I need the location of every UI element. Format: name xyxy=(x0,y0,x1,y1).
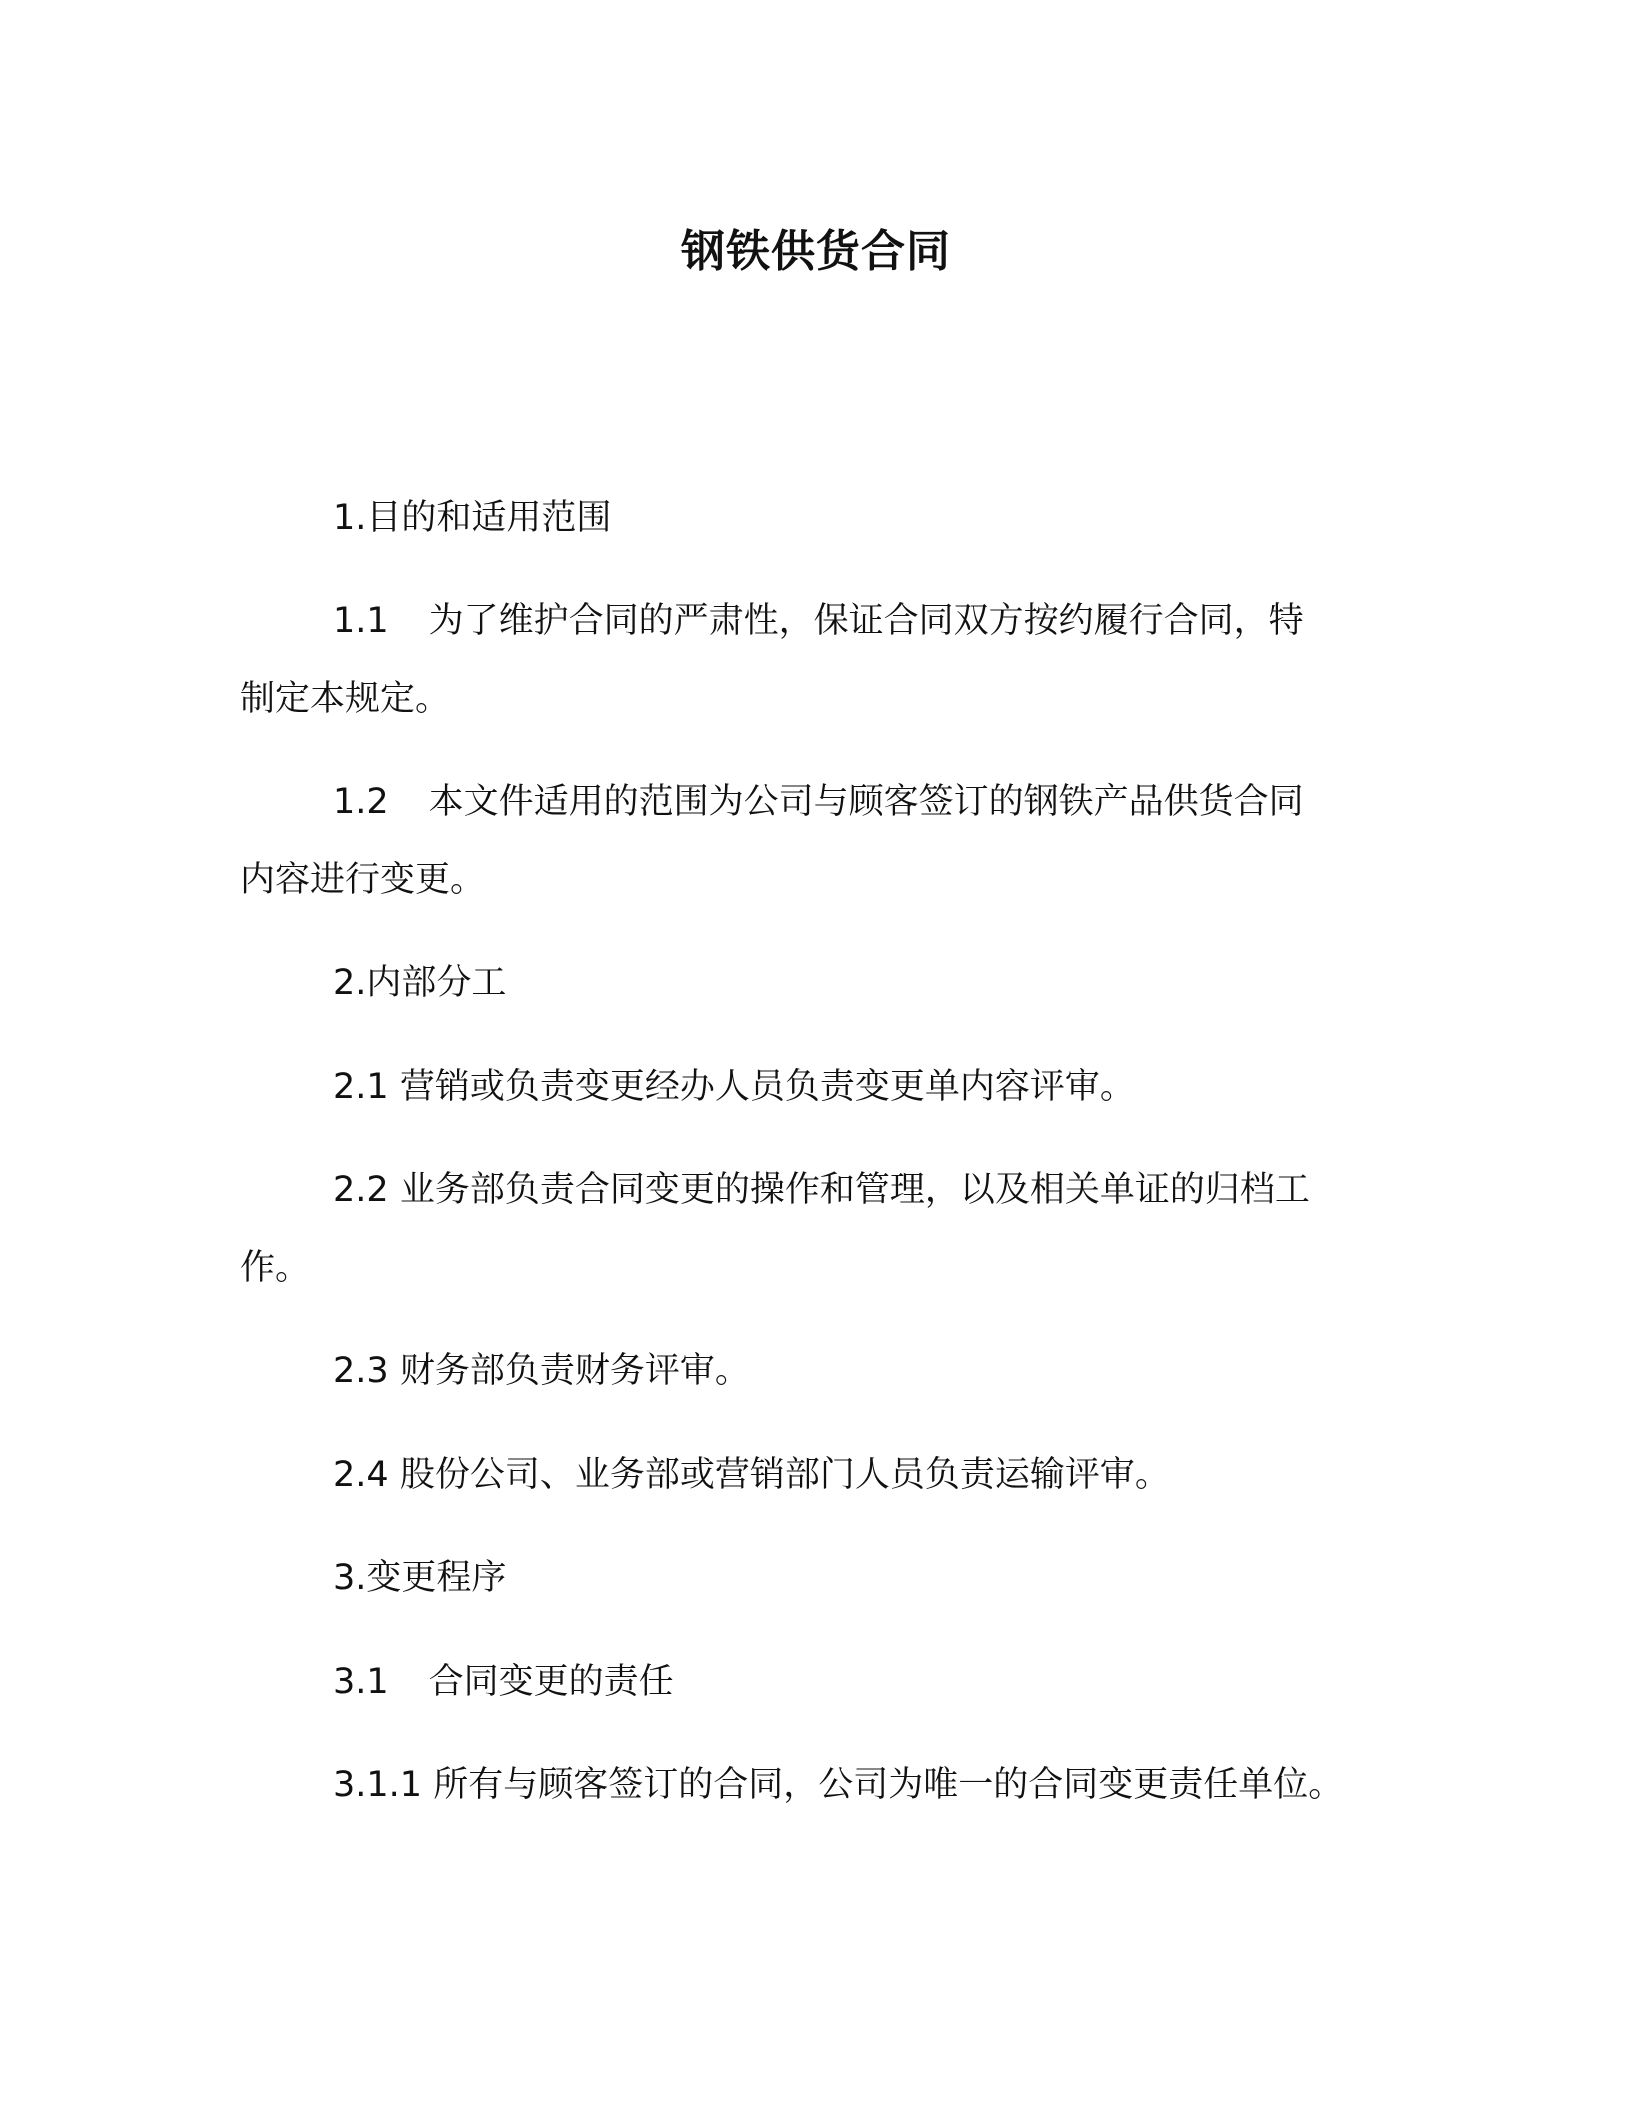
section-heading-text: 变更程序 xyxy=(366,1558,507,1598)
section-heading-2 xyxy=(333,959,506,1007)
paragraph-2-2-line-2: 作。 xyxy=(240,1248,311,1288)
clause-text: 业务部负责合同变更的操作和管理，以及相关单证的归档工 xyxy=(399,1170,1310,1210)
clause-text: 股份公司、业务部或营销部门人员负责运输评审。 xyxy=(399,1455,1170,1495)
clause-text: 合同变更的责任 xyxy=(428,1662,674,1702)
paragraph-2-1 xyxy=(333,1063,1135,1111)
clause-text: 所有与顾客签订的合同，公司为唯一的合同变更责任单位。 xyxy=(433,1765,1344,1805)
clause-text: 财务部负责财务评审。 xyxy=(399,1351,750,1391)
paragraph-1-1-line-2: 制定本规定。 xyxy=(240,679,451,719)
document-title: 钢铁供货合同 xyxy=(681,226,951,277)
clause-number: 1.1 xyxy=(333,601,389,641)
paragraph-1-2-line-2: 内容进行变更。 xyxy=(240,860,486,900)
section-number: 2. xyxy=(333,963,367,1003)
clause-number: 1.2 xyxy=(333,782,389,822)
clause-number: 2.1 xyxy=(333,1067,389,1107)
clause-number: 2.3 xyxy=(333,1351,389,1391)
paragraph-2-2-line-1 xyxy=(333,1166,1310,1214)
clause-number: 3.1 xyxy=(333,1662,389,1702)
paragraph-3-1 xyxy=(333,1658,674,1706)
section-heading-3 xyxy=(333,1554,506,1602)
section-heading-1 xyxy=(333,494,611,542)
section-heading-text: 内部分工 xyxy=(366,963,507,1003)
paragraph-3-1-1 xyxy=(333,1761,1343,1809)
clause-text: 为了维护合同的严肃性，保证合同双方按约履行合同，特 xyxy=(428,601,1304,641)
section-number: 1. xyxy=(333,498,367,538)
paragraph-1-1-line-1 xyxy=(333,597,1304,645)
section-number: 3. xyxy=(333,1558,367,1598)
clause-text: 本文件适用的范围为公司与顾客签订的钢铁产品供货合同 xyxy=(428,782,1304,822)
paragraph-1-2-line-1 xyxy=(333,778,1304,826)
clause-number: 2.2 xyxy=(333,1170,389,1210)
section-heading-text: 目的和适用范围 xyxy=(366,498,612,538)
paragraph-2-3 xyxy=(333,1347,750,1395)
clause-text: 营销或负责变更经办人员负责变更单内容评审。 xyxy=(399,1067,1135,1107)
clause-number: 2.4 xyxy=(333,1455,389,1495)
paragraph-2-4 xyxy=(333,1451,1170,1499)
clause-number: 3.1.1 xyxy=(333,1765,423,1805)
